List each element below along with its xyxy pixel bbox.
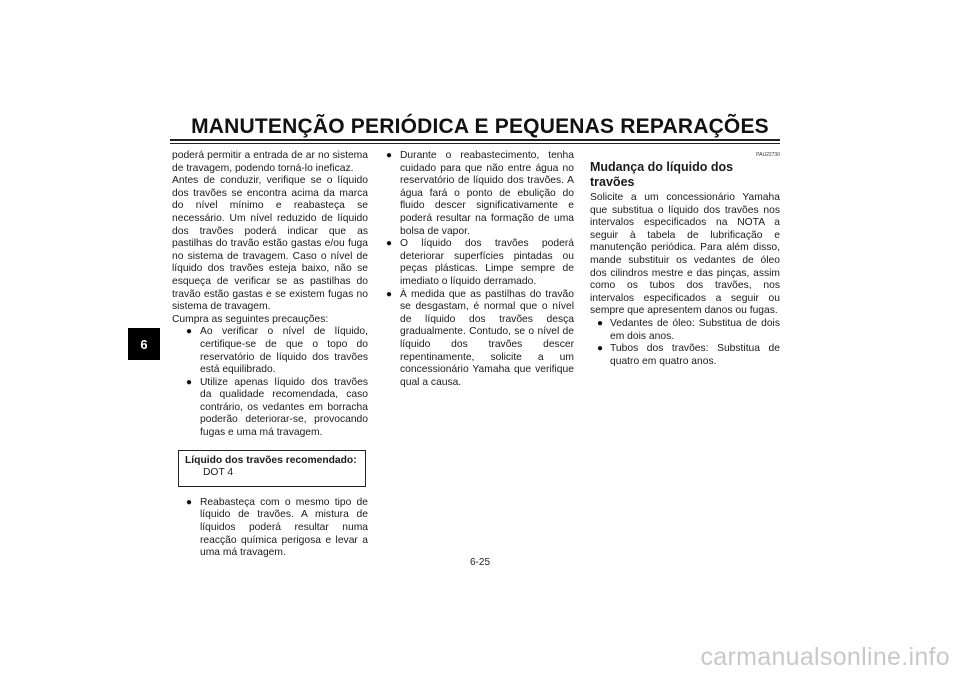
list-item: ● Reabasteça com o mesmo tipo de líquido de travões. A mistura de líquidos poderá resultar numa reacção química perigosa e levar a uma má travagem. bbox=[172, 497, 368, 560]
replacement-intervals-list bbox=[590, 318, 780, 368]
recommended-fluid-box bbox=[178, 450, 366, 487]
column-2 bbox=[386, 150, 574, 389]
paragraph: Cumpra as seguintes precauções: bbox=[172, 313, 329, 325]
list-item: ● Ao verificar o nível de líquido, certifique-se de que o topo do reservatório de líquido dos travões está equilibrado. bbox=[172, 326, 368, 376]
spec-label: Líquido dos travões recomendado: bbox=[185, 454, 357, 466]
title-rule bbox=[170, 139, 780, 141]
paragraph: Solicite a um concessionário Yamaha que substitua o líquido dos travões nos intervalos especificados na NOTA a seguir à tabela de lubrificação e manutenção periódica. Para além disso, mande substituir os vedantes de óleo dos cilindros mestre e das pinças, assim como os tubos dos travões, nos intervalos especificados a seguir ou sempre que apresentem danos ou fugas. bbox=[590, 192, 780, 317]
paragraph: poderá permitir a entrada de ar no sistema de travagem, podendo torná-lo ineficaz. bbox=[172, 150, 368, 174]
column-1 bbox=[172, 150, 368, 560]
page-title: MANUTENÇÃO PERIÓDICA E PEQUENAS REPARAÇÕES bbox=[191, 115, 769, 138]
watermark: carmanualsonline.info bbox=[700, 643, 950, 671]
spec-value: DOT 4 bbox=[203, 467, 234, 479]
list-item: ● À medida que as pastilhas do travão se desgastam, é normal que o nível de líquido dos travões desça gradualmente. Contudo, se o nível de líquido dos travões descer repentinamente, solicite a um concessionário Yamaha que verifique qual a causa. bbox=[386, 289, 574, 390]
section-heading: Mudança do líquido dos travões bbox=[590, 160, 734, 189]
list-item: ● Tubos dos travões: Substitua de quatro em quatro anos. bbox=[590, 343, 780, 368]
paragraph: Antes de conduzir, verifique se o líquido dos travões se encontra acima da marca do nível mínimo e reabasteça se necessário. Um nível reduzido de líquido dos travões poderá indicar que as pastilhas do travão estão gastas e/ou fuga no sistema de travagem. Caso o nível de líquido dos travões esteja baixo, não se esqueça de verificar se as pastilhas do travão estão gastas e se existem fugas no sistema de travagem. bbox=[172, 175, 368, 313]
precautions-list-2 bbox=[386, 150, 574, 389]
section-code: PAU22730 bbox=[756, 152, 780, 158]
column-3 bbox=[590, 152, 780, 368]
precautions-list bbox=[172, 326, 368, 439]
page-number: 6-25 bbox=[469, 557, 490, 568]
list-item: ● Durante o reabastecimento, tenha cuidado para que não entre água no reservatório de líquido dos travões. A água fará o ponto de ebulição do fluido descer significativamente e poderá resultar na formação de uma bolsa de vapor. bbox=[386, 150, 574, 238]
list-item: ● O líquido dos travões poderá deteriorar superfícies pintadas ou peças plásticas. Limpe sempre de imediato o líquido derramado. bbox=[386, 238, 574, 288]
list-item: ● Utilize apenas líquido dos travões da qualidade recomendada, caso contrário, os vedantes em borracha poderão deteriorar-se, provocando fugas e uma má travagem. bbox=[172, 377, 368, 440]
title-rule-thin bbox=[170, 143, 780, 144]
chapter-tab: 6 bbox=[128, 328, 160, 360]
list-item: ● Vedantes de óleo: Substitua de dois em dois anos. bbox=[590, 318, 780, 343]
precautions-list-continued bbox=[172, 497, 368, 560]
